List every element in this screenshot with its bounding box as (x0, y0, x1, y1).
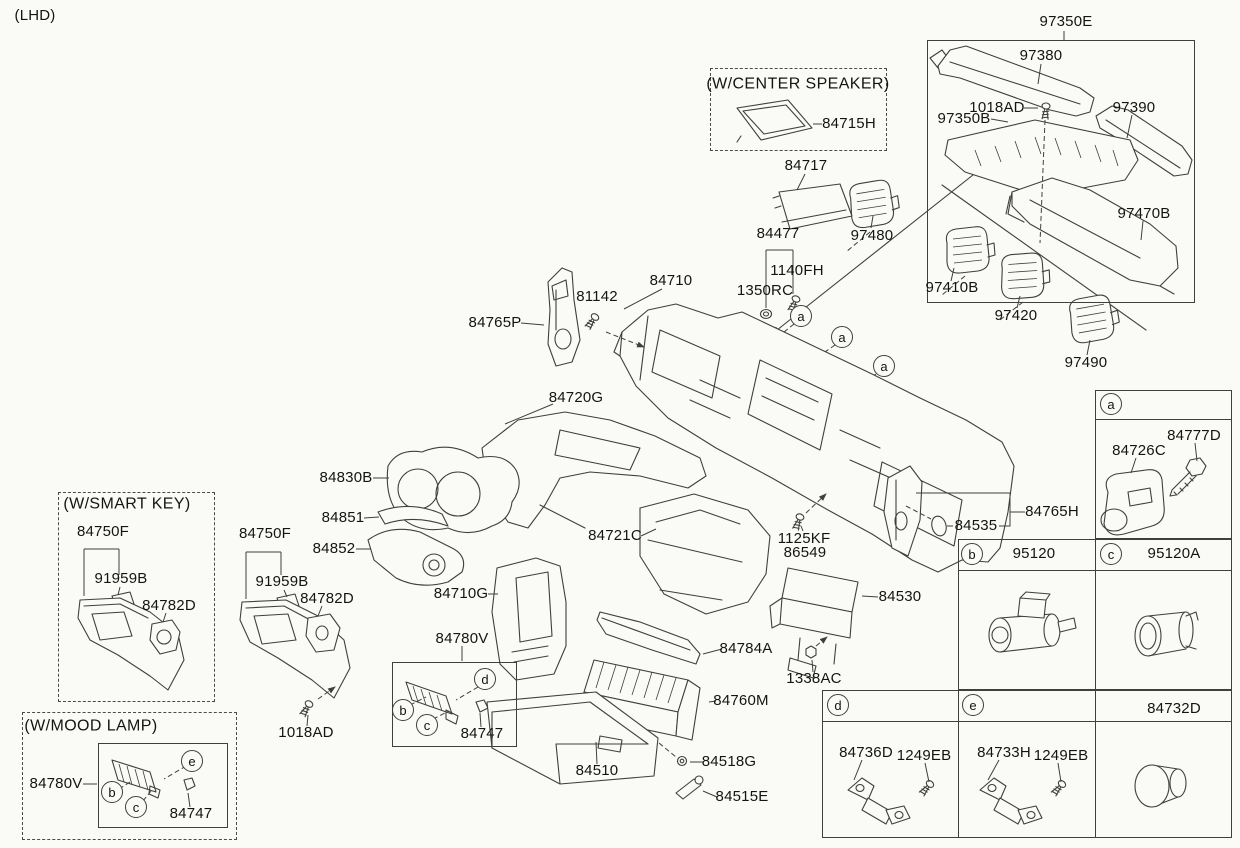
part-label-1350RC: 1350RC (736, 282, 794, 300)
detail-callout-b: b (392, 699, 414, 721)
part-label-84851: 84851 (321, 509, 365, 527)
mood-callout-c: c (125, 796, 147, 818)
mood-callout-b: b (101, 781, 123, 803)
airbag-module-drawing (770, 568, 858, 678)
part-label-84515E: 84515E (715, 788, 769, 806)
garnish-drawing (597, 612, 700, 664)
legend-callout-b: b (961, 543, 983, 565)
part-label-84760M: 84760M (713, 692, 769, 710)
part-label-84777D: 84777D (1167, 427, 1221, 445)
part-label-84784A: 84784A (719, 640, 773, 658)
part-label-97490: 97490 (1064, 354, 1108, 372)
mood-callout-e: e (181, 750, 203, 772)
legend-callout-c: c (1100, 543, 1122, 565)
part-label-97380: 97380 (1019, 47, 1063, 65)
part-label-95120A: 95120A (1147, 545, 1201, 563)
legend-callout-d: d (827, 694, 849, 716)
part-label-84782D-boxed: 84782D (142, 597, 196, 615)
part-label-91959B: 91959B (255, 573, 309, 591)
smart-key-title: (W/SMART KEY) (63, 495, 191, 513)
drive-position-label: (LHD) (14, 7, 56, 25)
part-label-84765P: 84765P (468, 314, 522, 332)
part-label-84535: 84535 (954, 517, 998, 535)
part-label-84747: 84747 (460, 725, 504, 743)
part-label-84750F: 84750F (238, 525, 292, 543)
callout-a-3: a (873, 355, 895, 377)
part-label-84721C: 84721C (588, 527, 642, 545)
part-label-84780V: 84780V (435, 630, 489, 648)
part-label-97390: 97390 (1112, 99, 1156, 117)
part-label-84733H: 84733H (977, 744, 1031, 762)
callout-a-2: a (831, 326, 853, 348)
detail-callout-d: d (474, 668, 496, 690)
mood-lamp-title: (W/MOOD LAMP) (24, 717, 158, 735)
part-label-84726C: 84726C (1112, 442, 1166, 460)
part-label-97470B: 97470B (1117, 205, 1171, 223)
part-label-84710: 84710 (649, 272, 693, 290)
center-speaker-title: (W/CENTER SPEAKER) (706, 75, 890, 93)
legend-callout-a: a (1100, 393, 1122, 415)
part-label-84732D: 84732D (1147, 700, 1201, 718)
part-label-86549: 86549 (783, 544, 827, 562)
part-label-97350B: 97350B (937, 110, 991, 128)
part-label-84710G: 84710G (433, 585, 489, 603)
part-label-1125KF: 1125KF (777, 530, 831, 548)
part-label-84715H: 84715H (822, 115, 876, 133)
cluster-housing-drawing (368, 447, 519, 585)
part-label-97480: 97480 (850, 227, 894, 245)
part-label-1338AC: 1338AC (786, 670, 842, 688)
part-label-84720G: 84720G (548, 389, 604, 407)
part-label-84765H: 84765H (1025, 503, 1079, 521)
part-label-97410B: 97410B (925, 279, 979, 297)
legend-callout-e: e (962, 694, 984, 716)
detail-callout-c: c (416, 714, 438, 736)
part-label-84717: 84717 (784, 157, 828, 175)
part-label-84747-mood: 84747 (169, 805, 213, 823)
part-label-84736D: 84736D (839, 744, 893, 762)
part-label-1018AD-top: 1018AD (969, 99, 1025, 117)
part-label-84830B: 84830B (319, 469, 373, 487)
part-label-84750F-boxed: 84750F (76, 523, 130, 541)
part-label-84510: 84510 (575, 762, 619, 780)
vent-assembly-box (927, 40, 1195, 303)
part-label-97350E: 97350E (1039, 13, 1093, 31)
part-label-1018AD-bottom: 1018AD (278, 724, 334, 742)
part-label-84782D: 84782D (300, 590, 354, 608)
part-label-1140FH: 1140FH (770, 262, 824, 280)
part-label-1249EB-e: 1249EB (1033, 747, 1089, 765)
part-label-81142: 81142 (576, 288, 618, 306)
part-label-84780V-mood: 84780V (29, 775, 83, 793)
part-label-97420: 97420 (994, 307, 1038, 325)
part-label-1249EB-d: 1249EB (896, 747, 952, 765)
part-label-91959B-boxed: 91959B (94, 570, 148, 588)
callout-a-1: a (790, 305, 812, 327)
part-label-84518G: 84518G (701, 753, 757, 771)
part-label-95120: 95120 (1012, 545, 1056, 563)
part-label-84477: 84477 (756, 225, 800, 243)
part-label-84530: 84530 (878, 588, 922, 606)
part-label-84852: 84852 (312, 540, 356, 558)
